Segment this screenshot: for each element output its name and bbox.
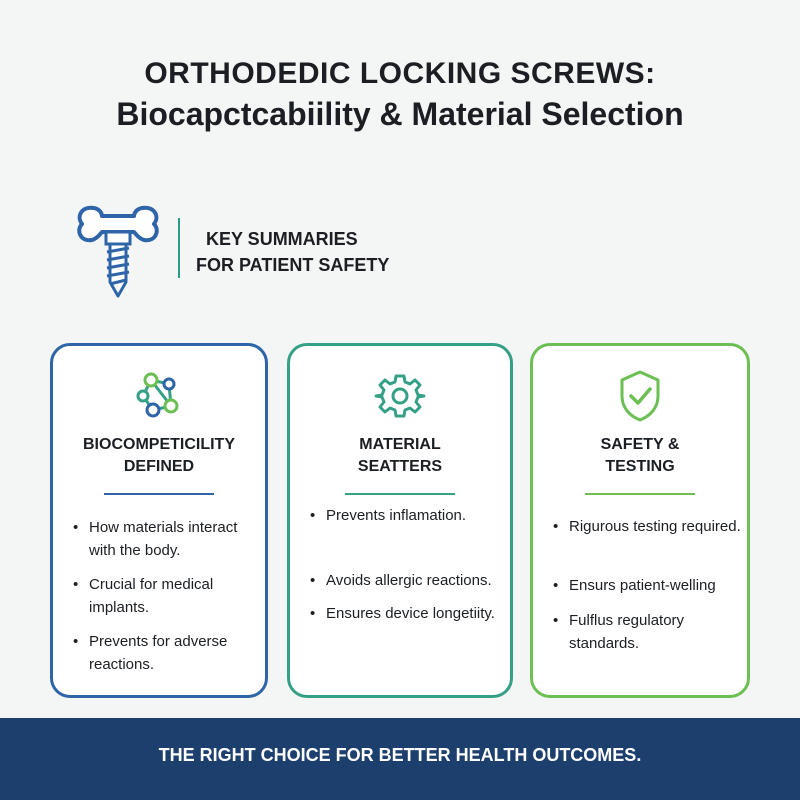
bone-screw-icon: [72, 200, 164, 300]
card-title-line-2: DEFINED: [123, 458, 195, 475]
shield-check-icon: [612, 368, 668, 424]
list-item: • Prevents inflamation.: [290, 504, 500, 527]
list-item: • Prevents for adverse reactions.: [53, 630, 263, 676]
list-item: • Avoids allergic reactions.: [290, 569, 500, 592]
divider: [178, 218, 180, 278]
card-title: [290, 434, 510, 478]
key-summary-line-1: KEY SUMMARIES: [206, 229, 358, 249]
card-title-line-1: SAFETY &: [600, 436, 680, 453]
card-title: [533, 434, 747, 478]
list-item: • How materials interact with the body.: [53, 516, 263, 562]
list-item: • Crucial for medical implants.: [53, 573, 263, 619]
card-title-line-1: MATERIAL: [359, 436, 441, 453]
footer-banner: [0, 718, 800, 800]
key-summary: [72, 200, 472, 300]
title-line-2: Biocapctcabiility & Material Selection: [116, 96, 684, 132]
list-item: • Ensurs patient-welling: [533, 574, 743, 597]
list-item: • Rigurous testing required.: [533, 515, 743, 538]
card-underline: [104, 493, 214, 495]
molecule-icon: [131, 368, 187, 424]
list-item: • Fulflus regulatory standards.: [533, 609, 743, 655]
card-title: [53, 434, 265, 478]
card-material: [287, 343, 513, 698]
card-underline: [345, 493, 455, 495]
card-biocompatibility: [50, 343, 268, 698]
list-item: • Ensures device longetiity.: [290, 602, 500, 625]
card-safety: [530, 343, 750, 698]
card-title-line-2: SEATTERS: [357, 458, 443, 475]
card-title-line-1: BIOCOMPETICILITY: [83, 436, 235, 453]
card-title-line-2: TESTING: [605, 458, 675, 475]
title-line-1: ORTHODEDIC LOCKING SCREWS:: [144, 57, 656, 90]
key-summary-line-2: FOR PATIENT SAFETY: [196, 255, 390, 275]
page-title: [0, 55, 800, 135]
card-underline: [585, 493, 695, 495]
key-summary-text: [196, 226, 389, 278]
footer-text: THE RIGHT CHOICE FOR BETTER HEALTH OUTCOMES.: [158, 745, 642, 765]
gear-icon: [372, 368, 428, 424]
